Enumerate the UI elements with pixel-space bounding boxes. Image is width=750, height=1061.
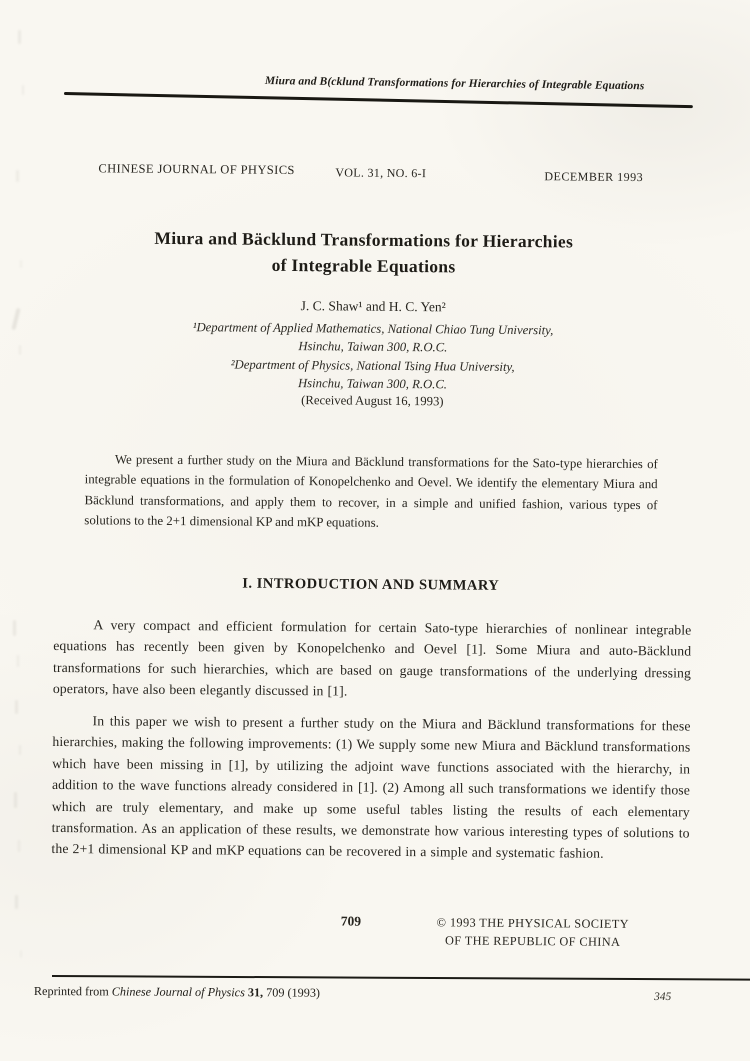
- copyright-line-2: OF THE REPUBLIC OF CHINA: [444, 933, 621, 949]
- title-line-1: Miura and Bäcklund Transformations for Hierarchies: [154, 227, 574, 252]
- copyright-line-1: © 1993 THE PHYSICAL SOCIETY: [436, 915, 630, 931]
- copyright-notice: [429, 914, 637, 951]
- affiliation-1-line-1: ¹Department of Applied Mathematics, National Chiao Tung University,: [192, 320, 554, 338]
- journal-name: CHINESE JOURNAL OF PHYSICS: [98, 161, 295, 178]
- received-date: (Received August 16, 1993): [301, 393, 444, 409]
- body-paragraph-1: A very compact and efficient formulation for certain Sato-type hierarchies of nonlinear integrable equations has recently been given by Konopelchenko and Oevel [1]. Some Miura and auto-Bäcklund transformations for such hierarchies, which are based on gauge transformations of the underlying dressing operators, have also been elegantly discussed in [1].: [52, 617, 692, 699]
- authors-line: J. C. Shaw¹ and H. C. Yen²: [300, 298, 446, 315]
- reprint-prefix: Reprinted from: [33, 984, 112, 999]
- journal-date: DECEMBER 1993: [544, 169, 644, 185]
- running-header: Miura and B(cklund Transformations for Hierarchies of Integrable Equations: [264, 75, 645, 93]
- book-page-number: 345: [653, 990, 672, 1004]
- reprint-volume: 31,: [244, 985, 264, 1000]
- affiliations-block: [0, 316, 748, 396]
- title-line-2: of Integrable Equations: [271, 255, 456, 277]
- page-number: 709: [340, 913, 362, 929]
- article-title: [18, 224, 708, 283]
- journal-volume: VOL. 31, NO. 6-I: [335, 165, 427, 181]
- abstract: We present a further study on the Miura and Bäcklund transformations for the Sato-type hierarchies of integrable equations in the formulation of Konopelchenko and Oevel. We identify the elementary Miura and Bäcklund transformations, and apply them to recover, in a simple and unified fashion, various types of solutions to the 2+1 dimensional KP and mKP equations.: [84, 452, 658, 530]
- reprint-journal-name: Chinese Journal of Physics: [111, 984, 245, 1000]
- affiliation-2-line-2: Hsinchu, Taiwan 300, R.O.C.: [297, 375, 448, 392]
- affiliation-2-line-1: ²Department of Physics, National Tsing Hua University,: [230, 357, 515, 374]
- section-heading-introduction: I. INTRODUCTION AND SUMMARY: [242, 575, 500, 594]
- body-paragraph-2: In this paper we wish to present a further study on the Miura and Bäcklund transformations for these hierarchies, making the following improvements: (1) We supply some new Miura and Bäcklund transformations which have been missing in [1], by utilizing the adjoint wave functions associated with the hierarchy, in addition to the wave functions already considered in [1]. (2) Among all such transformations we identify those which are truly elementary, and make up some useful tables listing the results of each elementary transformation. As an application of these results, we demonstrate how various interesting types of solutions to the 2+1 dimensional KP and mKP equations can be recovered in a simple and systematic fashion.: [51, 713, 691, 862]
- affiliation-1-line-2: Hsinchu, Taiwan 300, R.O.C.: [298, 339, 448, 355]
- reprint-rest: 709 (1993): [263, 985, 321, 1000]
- reprint-citation: [34, 984, 320, 1001]
